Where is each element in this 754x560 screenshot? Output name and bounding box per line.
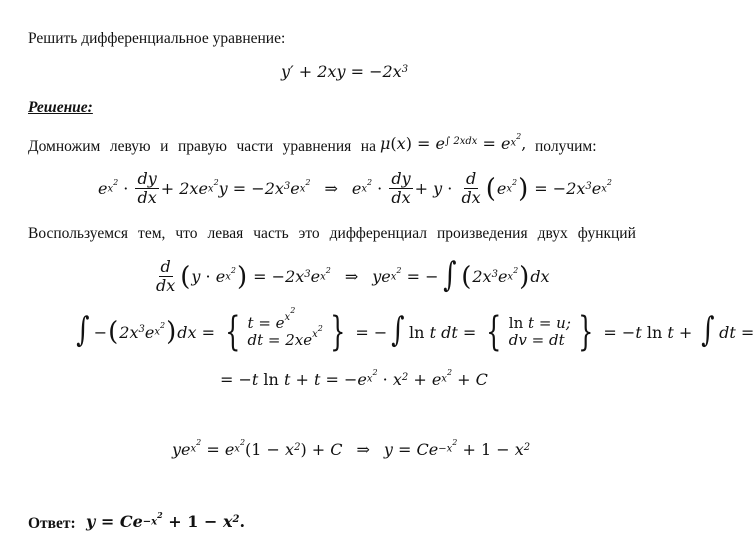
multiplied-equation: e $^{x^2}$ · $\frac{dy}{dx}$ + 2xe $^{x^2}$ y = − 2x $^3$ e $^{x^2}$ ⇒ e $^{x^2}$ · $\frac{dy}{dx}$ + y · $\frac{d}{dx}$ ( e $^{x^2}$ ) = − 2x $^3$ e $^{x^2}$ <box>98 169 612 208</box>
answer-formula: y = Ce $^{- x^2}$ + 1 − x $^2$ . <box>86 509 246 531</box>
problem-intro: Решить дифференциальное уравнение: <box>28 30 286 47</box>
integral-result: = − t ln t + t = − e $^{x^2}$ · x $^2$ + e $^{x^2}$ + C <box>220 368 488 389</box>
main-equation: y′ + 2xy = − 2x $^3$ <box>281 62 409 81</box>
solution-heading: Решение: <box>28 99 93 116</box>
integral-substitution: ∫ − ( 2x $^3$ e $^{x^2}$ ) dx = { $t = e^{x^2}$ dt = $2xe^{x^2}$ } = − ∫ ln t dt = { ln t = u; dv = dt } = − t ln t + ∫ dt = <box>76 306 754 355</box>
multiply-text: Домножим левую и правую части уравнения на <box>28 138 376 155</box>
answer-label: Ответ: <box>28 515 76 532</box>
general-solution: ye $^{x^2}$ = e $^{x^2}$ (1 − x $^2$ ) + C ⇒ y = Ce $^{- x^2}$ + 1 − x $^2$ <box>172 438 531 459</box>
product-rule-text: Воспользуемся тем, что левая часть это дифференциал произведения двух функций <box>28 225 636 242</box>
product-equation: $\frac{d}{dx}$ ( y · e $^{x^2}$ ) = − 2x $^3$ e $^{x^2}$ ⇒ ye $^{x^2}$ = − ∫ ( 2x $^3$ e $^{x^2}$ ) dx <box>156 254 550 296</box>
multiply-text-tail: получим: <box>535 138 597 155</box>
integrating-factor: μ ( x ) = e $^{\int 2xdx}$ = e $^{x^2}$ , <box>380 132 527 153</box>
